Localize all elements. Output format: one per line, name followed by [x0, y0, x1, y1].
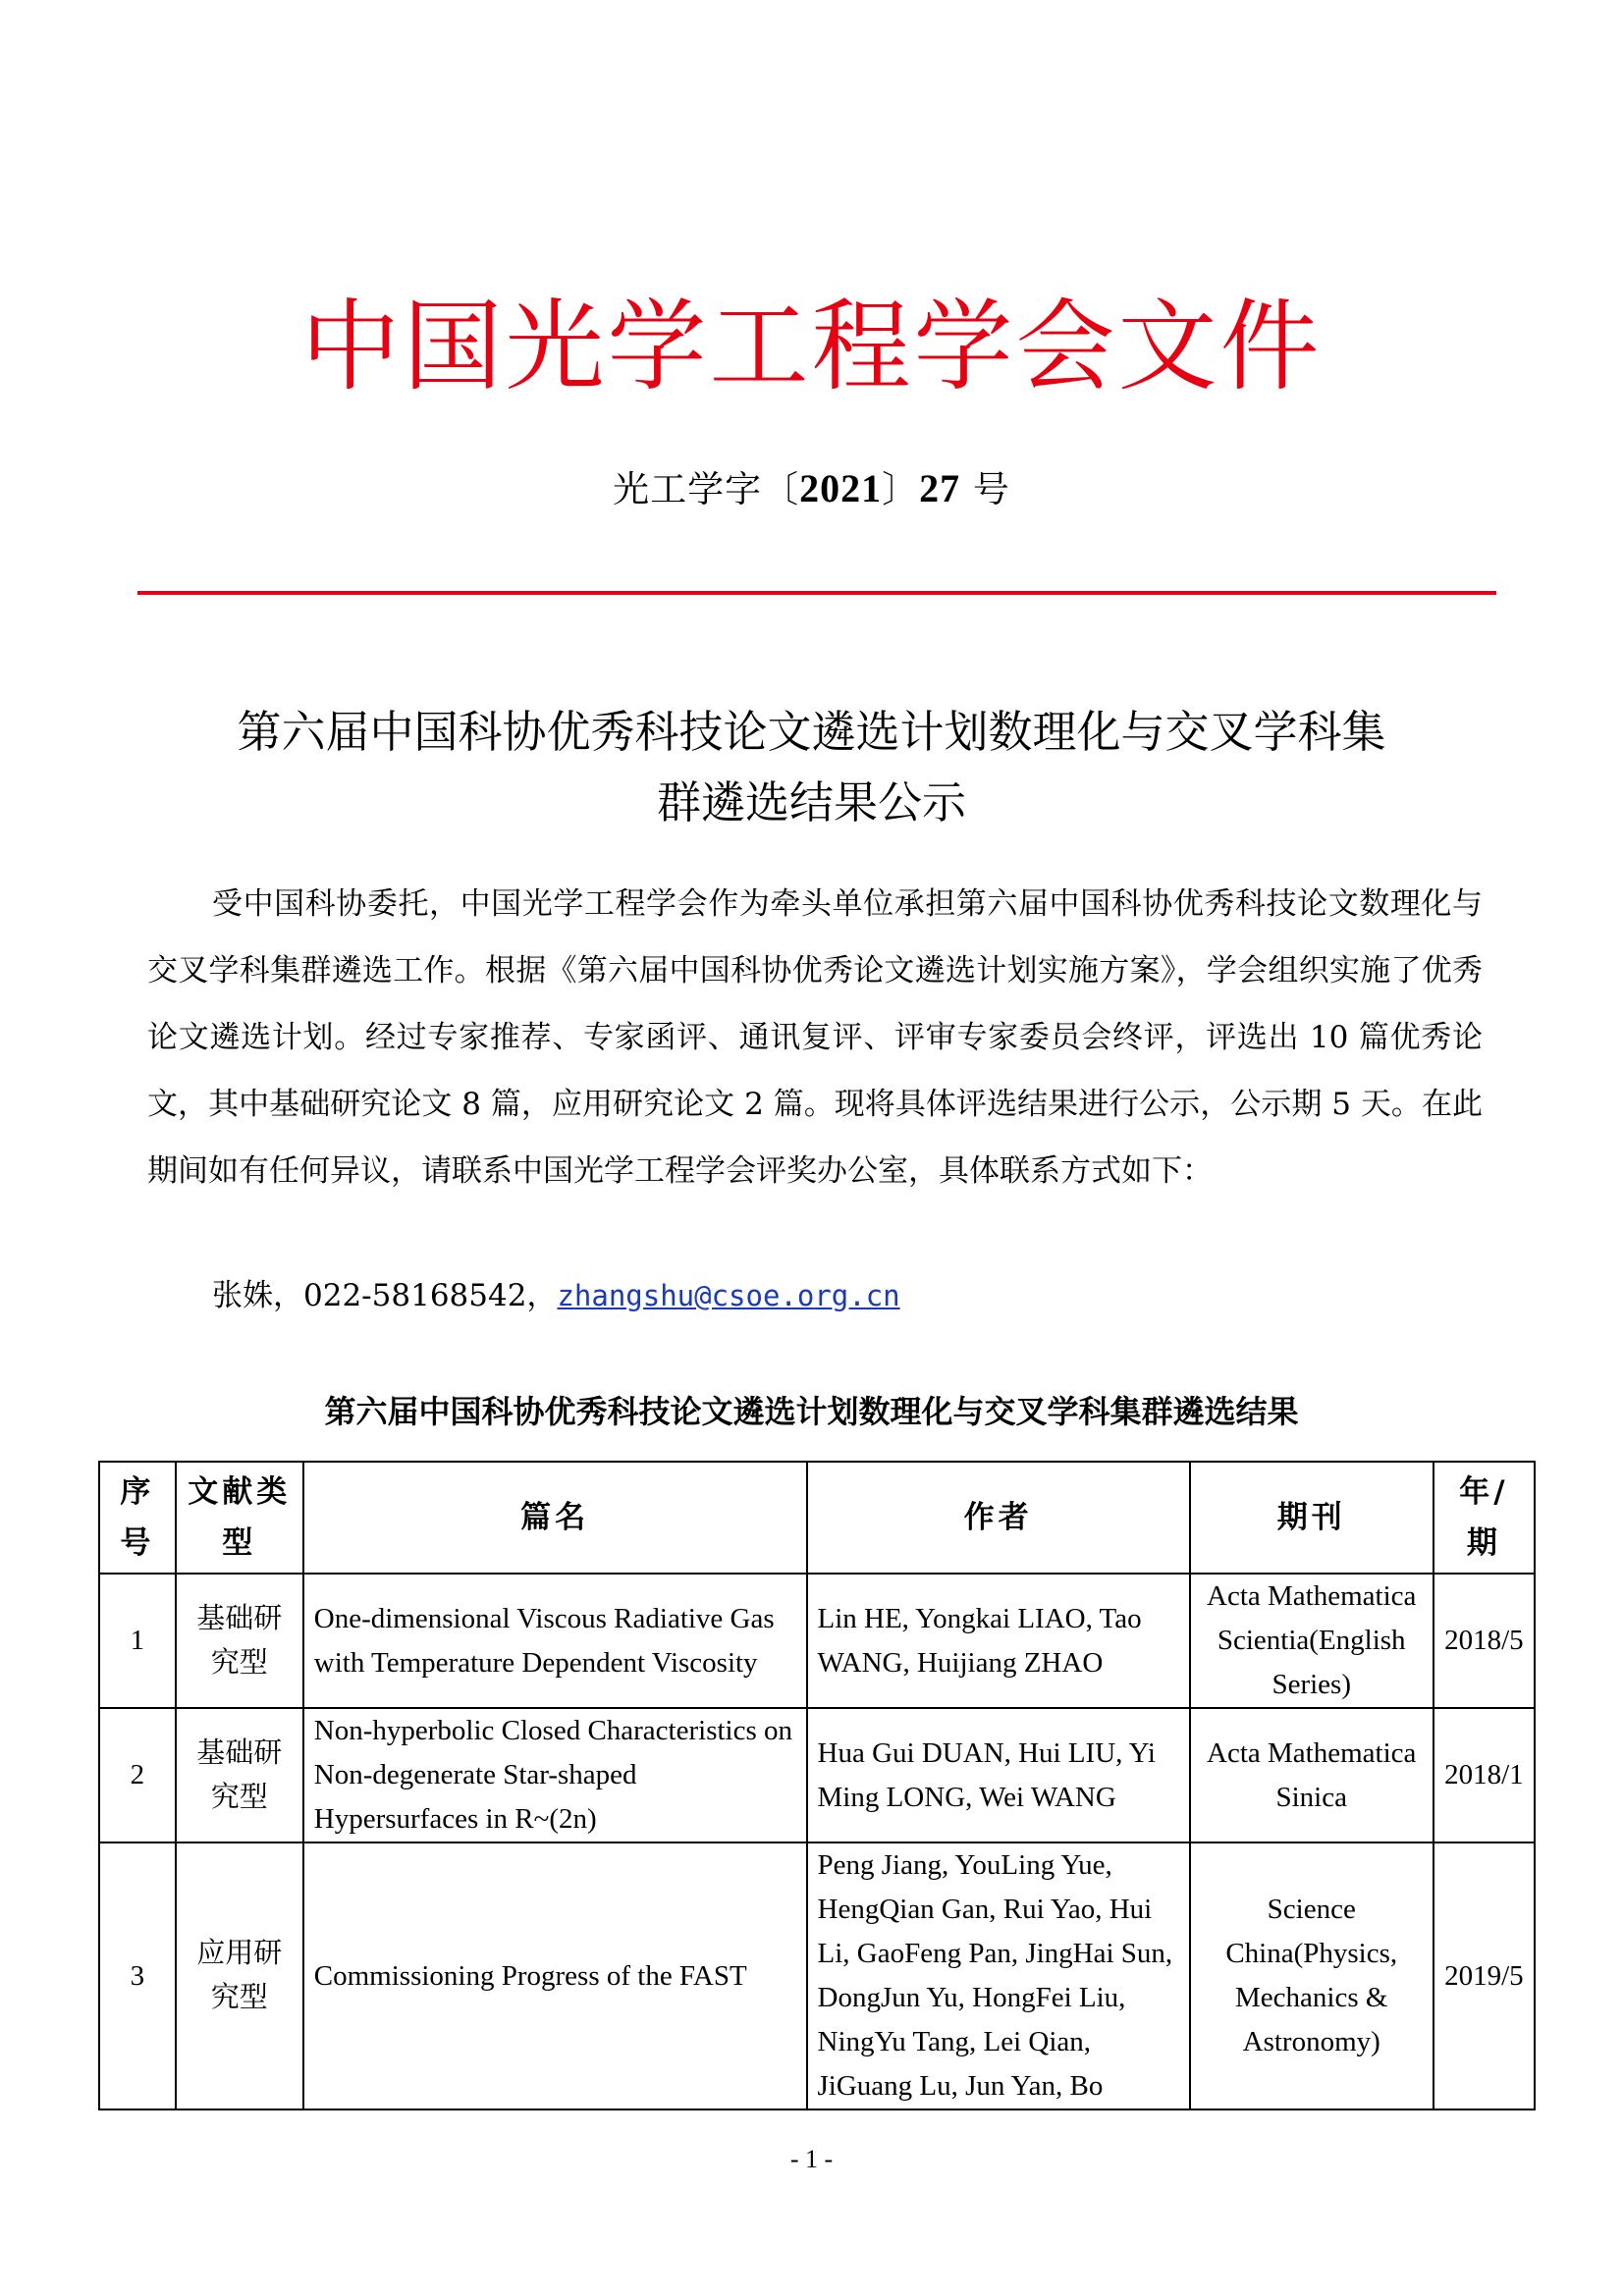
cell-authors: Hua Gui DUAN, Hui LIU, Yi Ming LONG, Wei WANG — [807, 1708, 1190, 1842]
cell-index: 3 — [99, 1842, 176, 2109]
doc-number-num: 27 — [919, 466, 961, 510]
contact-email-link[interactable]: zhangshu@csoe.org.cn — [557, 1279, 900, 1312]
header-journal: 期刊 — [1190, 1462, 1434, 1574]
contact-text: 张姝，022-58168542， — [212, 1278, 558, 1313]
table-title: 第六届中国科协优秀科技论文遴选计划数理化与交叉学科集群遴选结果 — [324, 1393, 1299, 1430]
table-header-row — [99, 1462, 1535, 1574]
document-number — [0, 461, 1623, 517]
cell-paper-title: Non-hyperbolic Closed Characteristics on Non-degenerate Star-shaped Hypersurfaces in R~(2n) — [303, 1708, 807, 1842]
cell-paper-title: One-dimensional Viscous Radiative Gas with Temperature Dependent Viscosity — [303, 1574, 807, 1708]
cell-year-issue: 2018/5 — [1434, 1574, 1535, 1708]
doc-number-prefix: 光工学字〔 — [613, 468, 800, 510]
cell-type: 基础研究型 — [176, 1708, 303, 1842]
cell-year-issue: 2019/5 — [1434, 1842, 1535, 2109]
table-row — [99, 1708, 1535, 1842]
header-authors: 作者 — [807, 1462, 1190, 1574]
doc-number-mid: 〕 — [882, 468, 920, 510]
cell-authors: Peng Jiang, YouLing Yue, HengQian Gan, Rui Yao, Hui Li, GaoFeng Pan, JingHai Sun, DongJun Yu, HongFei Liu, NingYu Tang, Lei Qian, JiGuang Lu, Jun Yan, Bo — [807, 1842, 1190, 2109]
results-table — [98, 1461, 1536, 2110]
table-row — [99, 1842, 1535, 2109]
page-number: - 1 - — [789, 2145, 834, 2173]
cell-journal: Acta Mathematica Scientia(English Series) — [1190, 1574, 1434, 1708]
doc-number-year: 2021 — [799, 466, 883, 510]
table-row — [99, 1574, 1535, 1708]
announcement-body — [147, 871, 1483, 1204]
cell-type: 基础研究型 — [176, 1574, 303, 1708]
cell-paper-title: Commissioning Progress of the FAST — [303, 1842, 807, 2109]
header-paper-title: 篇名 — [303, 1462, 807, 1574]
cell-year-issue: 2018/1 — [1434, 1708, 1535, 1842]
announcement-title-line2: 群遴选结果公示 — [656, 776, 966, 828]
cell-index: 1 — [99, 1574, 176, 1708]
cell-index: 2 — [99, 1708, 176, 1842]
header-index: 序号 — [99, 1462, 176, 1574]
cell-authors: Lin HE, Yongkai LIAO, Tao WANG, Huijiang ZHAO — [807, 1574, 1190, 1708]
cell-type: 应用研究型 — [176, 1842, 303, 2109]
announcement-title — [147, 697, 1476, 838]
contact-line — [212, 1268, 900, 1323]
announcement-title-line1: 第六届中国科协优秀科技论文遴选计划数理化与交叉学科集 — [237, 706, 1386, 758]
header-year-issue: 年/期 — [1434, 1462, 1535, 1574]
red-divider — [137, 591, 1496, 595]
doc-number-suffix: 号 — [960, 468, 1010, 510]
header-type: 文献类型 — [176, 1462, 303, 1574]
org-title: 中国光学工程学会文件 — [300, 289, 1323, 404]
cell-journal: Science China(Physics, Mechanics & Astronomy) — [1190, 1842, 1434, 2109]
cell-journal: Acta Mathematica Sinica — [1190, 1708, 1434, 1842]
announcement-paragraph: 受中国科协委托，中国光学工程学会作为牵头单位承担第六届中国科协优秀科技论文数理化与交叉学科集群遴选工作。根据《第六届中国科协优秀论文遴选计划实施方案》，学会组织实施了优秀论文遴选计划。经过专家推荐、专家函评、通讯复评、评审专家委员会终评，评选出 10 篇优秀论文，其中基础研究论文 8 篇，应用研究论文 2 篇。现将具体评选结果进行公示，公示期 5 天。在此期间如有任何异议，请联系中国光学工程学会评奖办公室，具体联系方式如下： — [147, 886, 1483, 1189]
